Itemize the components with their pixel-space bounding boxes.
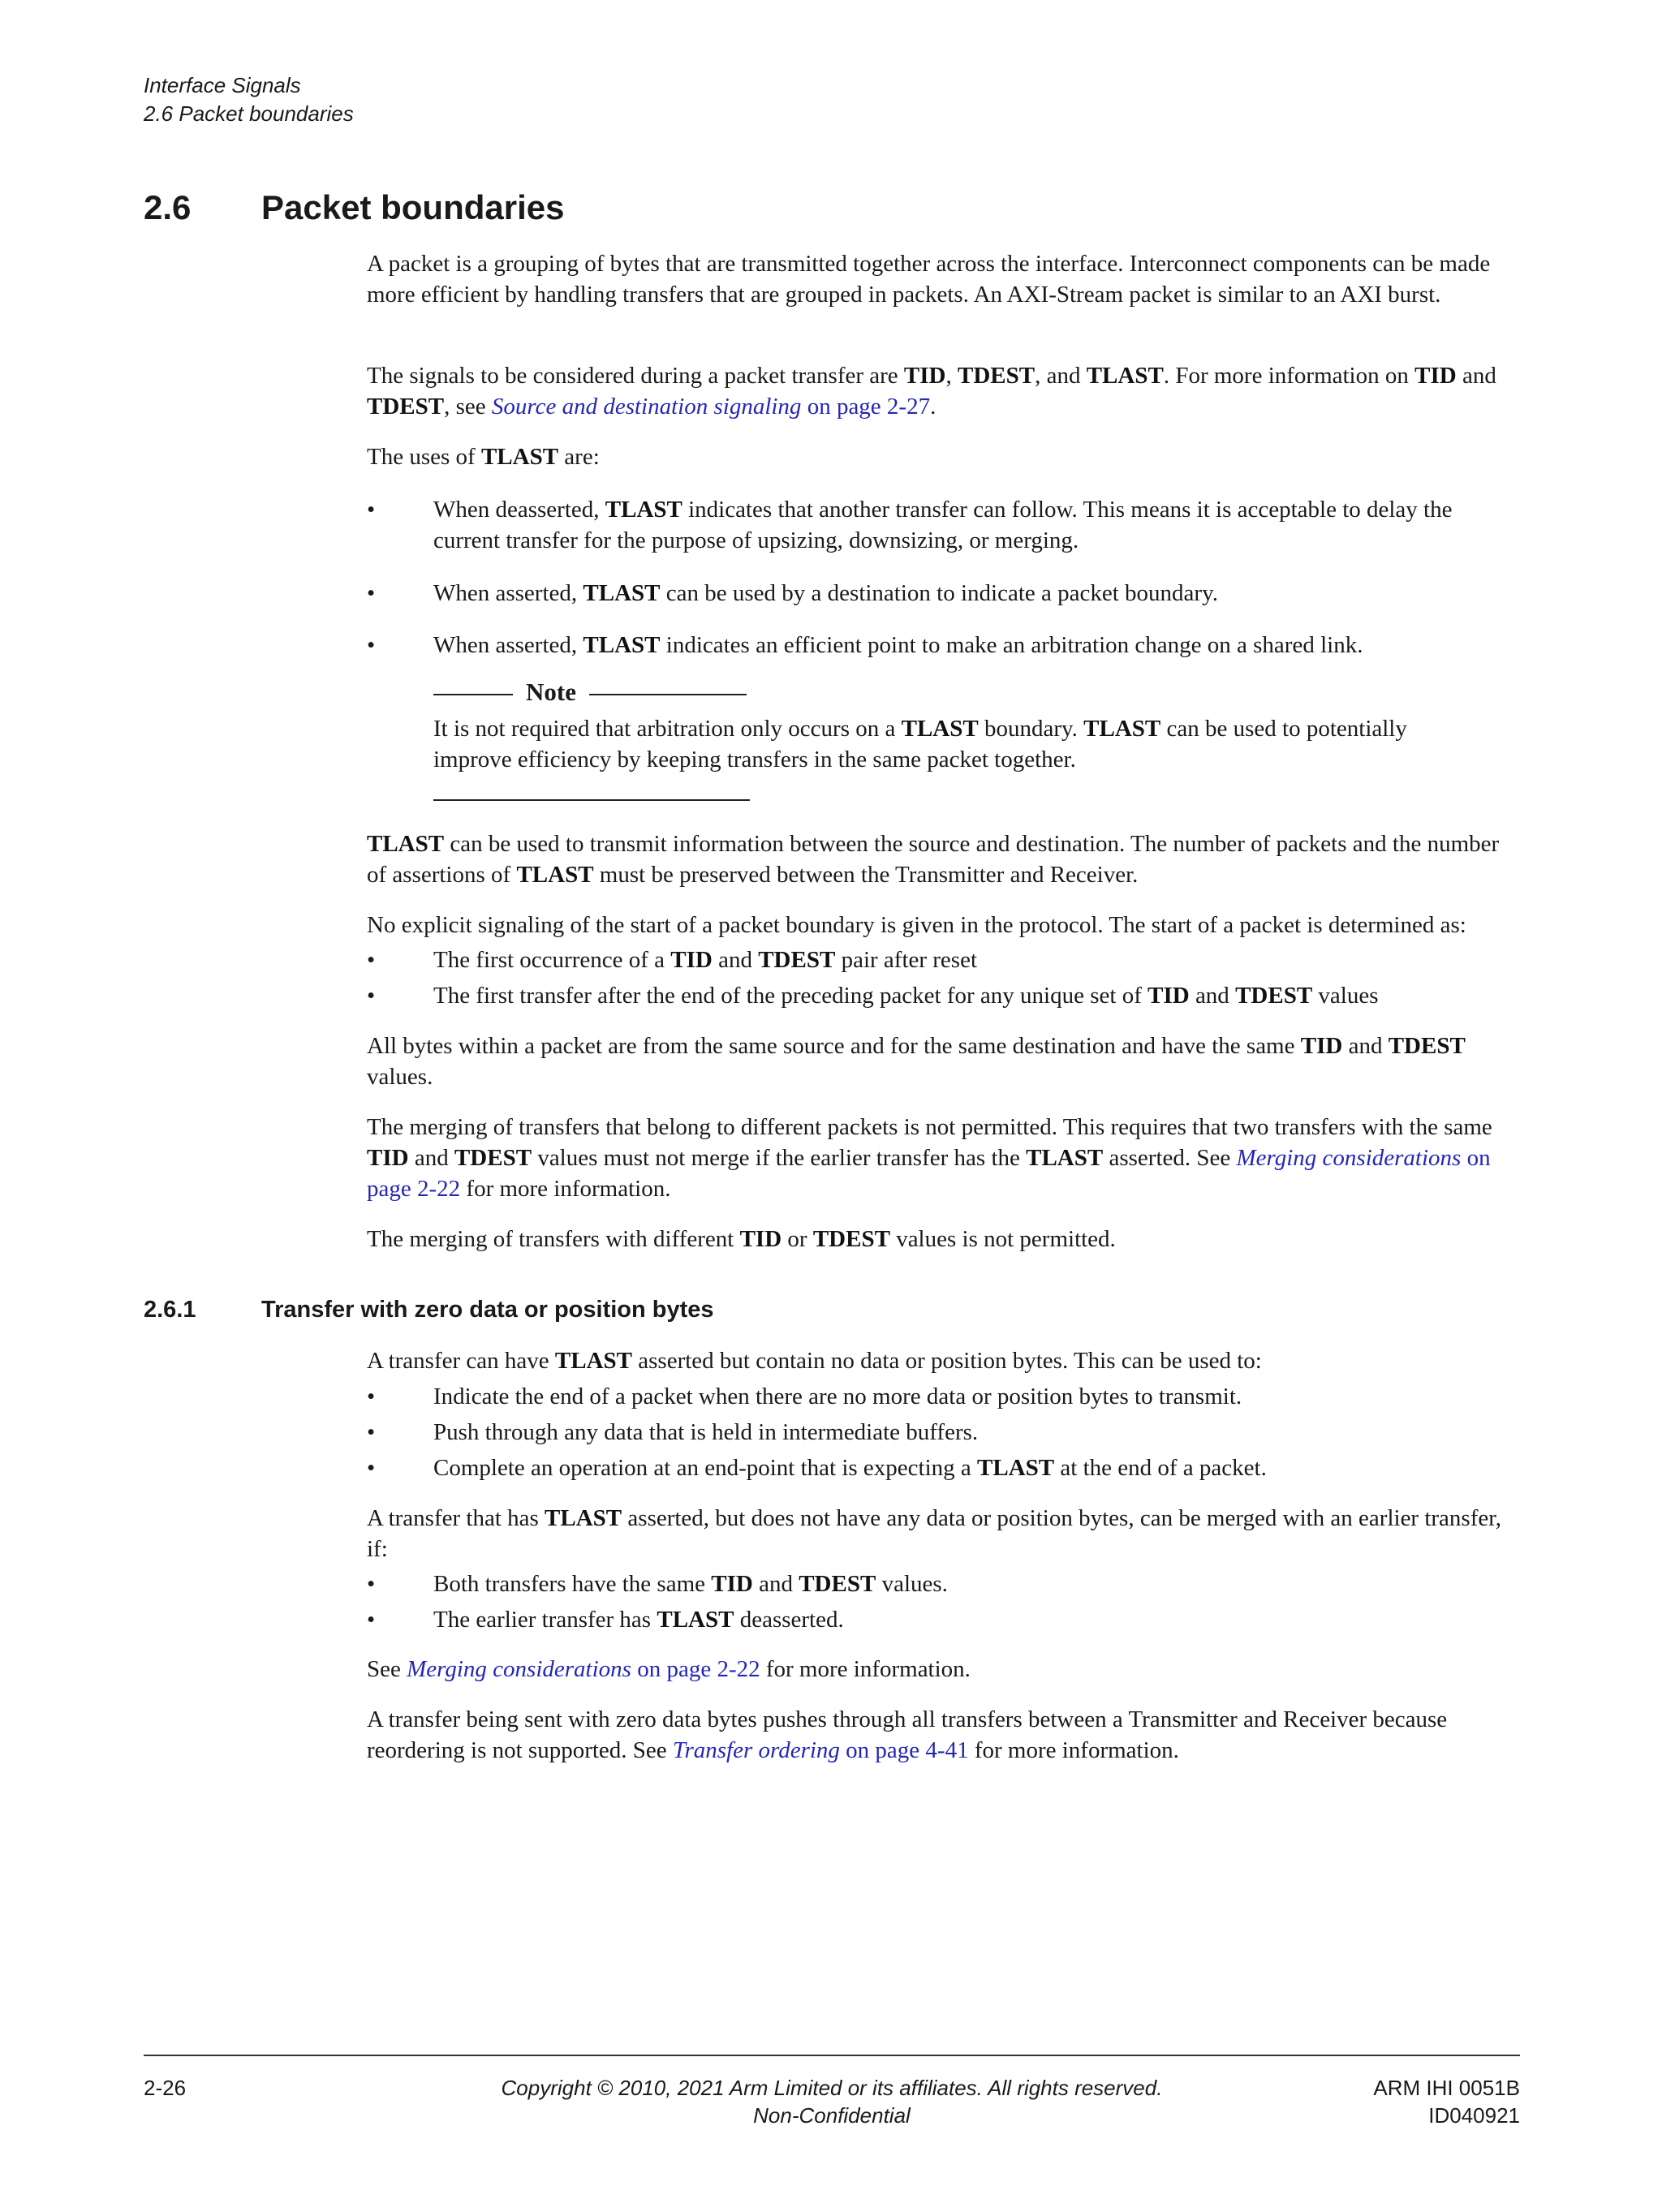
cross-reference-link-transfer-ordering[interactable]: Transfer ordering on page 4-41 [672, 1737, 969, 1763]
signal-tlast: TLAST [1083, 716, 1161, 742]
signal-tdest: TDEST [957, 363, 1036, 389]
bullet-icon: • [367, 1384, 376, 1409]
document-number: ARM IHI 0051B [1373, 2076, 1520, 2100]
signal-tlast: TLAST [516, 862, 594, 888]
bullet-icon: • [367, 1455, 376, 1481]
cross-reference-link-source-destination[interactable]: Source and destination signaling on page 2-27 [491, 394, 931, 420]
signal-tlast: TLAST [583, 632, 661, 658]
paragraph-zero-data-ordering: A transfer being sent with zero data bytes pushes through all transfers between a Transmitter and Receiver because reordering is not supported. See Transfer ordering on page 4-41 for more information. [367, 1706, 1448, 1763]
signal-tdest: TDEST [1388, 1033, 1466, 1059]
bullet-icon: • [367, 1607, 376, 1633]
confidentiality-label: Non-Confidential [753, 2103, 911, 2128]
footer-rule [144, 2055, 1520, 2056]
signal-tid: TID [367, 1145, 409, 1171]
bullet-icon: • [367, 580, 376, 606]
section-heading [144, 188, 564, 227]
bullet-icon: • [367, 632, 376, 658]
signal-tdest: TDEST [1235, 983, 1313, 1009]
document-version: ID040921 [1428, 2103, 1520, 2128]
subsection-heading [144, 1297, 714, 1323]
paragraph-zero-data-transfer: A transfer can have TLAST asserted but contain no data or position bytes. This can be used to: [367, 1348, 1262, 1374]
signal-tlast: TLAST [583, 580, 661, 606]
running-header-section: 2.6 Packet boundaries [144, 101, 354, 126]
note-text: It is not required that arbitration only occurs on a TLAST boundary. TLAST can be used to potentially improve efficiency by keeping transfers in the same packet together. [433, 716, 1407, 772]
bullet-icon: • [367, 1571, 376, 1597]
signal-tdest: TDEST [367, 394, 445, 420]
paragraph-packet-start: No explicit signaling of the start of a packet boundary is given in the protocol. The start of a packet is determined as: [367, 912, 1466, 938]
signal-tid: TID [711, 1571, 753, 1597]
bullet-icon: • [367, 497, 376, 523]
signal-tlast: TLAST [554, 1348, 632, 1374]
note-heading [433, 677, 1488, 708]
signal-tlast: TLAST [977, 1455, 1055, 1481]
signal-tlast: TLAST [545, 1505, 622, 1531]
bullet-icon: • [367, 947, 376, 973]
note-box [433, 677, 1488, 775]
signal-tid: TID [670, 947, 713, 973]
document-id [1373, 2074, 1520, 2129]
note-rule-left [433, 694, 513, 695]
signal-tlast: TLAST [480, 444, 559, 470]
paragraph-tlast-uses-intro: The uses of TLAST are: [367, 444, 600, 470]
section-title: Packet boundaries [261, 188, 565, 226]
signal-tdest: TDEST [812, 1226, 890, 1252]
cross-reference-link-merging-considerations[interactable]: Merging considerations on page 2-22 [407, 1656, 760, 1682]
signal-tdest: TDEST [758, 947, 836, 973]
bullet-icon: • [367, 1419, 376, 1445]
note-bottom-rule [433, 799, 750, 801]
paragraph-merging-different-ids: The merging of transfers with different TID or TDEST values is not permitted. [367, 1226, 1116, 1252]
paragraph-zero-data-merge: A transfer that has TLAST asserted, but does not have any data or position bytes, can be merged with an earlier transfer, if: [367, 1505, 1501, 1562]
subsection-number: 2.6.1 [144, 1297, 196, 1323]
signal-tlast: TLAST [605, 497, 682, 523]
signal-tid: TID [1300, 1033, 1343, 1059]
signal-tdest: TDEST [454, 1145, 532, 1171]
paragraph-packet-signals: The signals to be considered during a packet transfer are TID, TDEST, and TLAST. For more information on TID and TDEST, see Source and destination signaling on page 2-27. [367, 363, 1496, 420]
page-number: 2-26 [144, 2076, 187, 2100]
note-rule-right [589, 694, 747, 695]
bullet-icon: • [367, 983, 376, 1009]
signal-tlast: TLAST [657, 1607, 734, 1633]
signal-tlast: TLAST [367, 831, 445, 857]
section-number: 2.6 [144, 188, 192, 226]
footer-copyright [144, 2074, 1520, 2129]
paragraph-packet-definition: A packet is a grouping of bytes that are transmitted together across the interface. Interconnect components can be made more efficient by handling transfers that are grouped in packets. An AXI-Stream packet is similar to an AXI burst. [367, 251, 1491, 308]
note-label: Note [526, 678, 576, 706]
running-header [144, 71, 354, 128]
subsection-title: Transfer with zero data or position bytes [261, 1297, 714, 1323]
running-header-chapter: Interface Signals [144, 73, 301, 97]
signal-tdest: TDEST [799, 1571, 876, 1597]
paragraph-merging-packets: The merging of transfers that belong to different packets is not permitted. This requires that two transfers with the same TID and TDEST values must not merge if the earlier transfer has the TLAST asserted. See Merging considerations on page 2-22 for more information. [367, 1114, 1492, 1202]
signal-tid: TID [739, 1226, 782, 1252]
paragraph-see-merging: See Merging considerations on page 2-22 for more information. [367, 1656, 971, 1682]
signal-tid: TID [1147, 983, 1190, 1009]
signal-tlast: TLAST [901, 716, 979, 742]
paragraph-tlast-information: TLAST can be used to transmit information between the source and destination. The number of packets and the number of assertions of TLAST must be preserved between the Transmitter and Receiver. [367, 831, 1500, 888]
signal-tlast: TLAST [1026, 1145, 1104, 1171]
paragraph-packet-bytes: All bytes within a packet are from the same source and for the same destination and have the same TID and TDEST values. [367, 1033, 1466, 1090]
copyright-notice: Copyright © 2010, 2021 Arm Limited or its affiliates. All rights reserved. [501, 2076, 1163, 2100]
cross-reference-link-merging-considerations[interactable]: Merging considerations on page 2-22 [367, 1145, 1491, 1202]
signal-tid: TID [1414, 363, 1457, 389]
signal-tlast: TLAST [1086, 363, 1164, 389]
signal-tid: TID [903, 363, 946, 389]
